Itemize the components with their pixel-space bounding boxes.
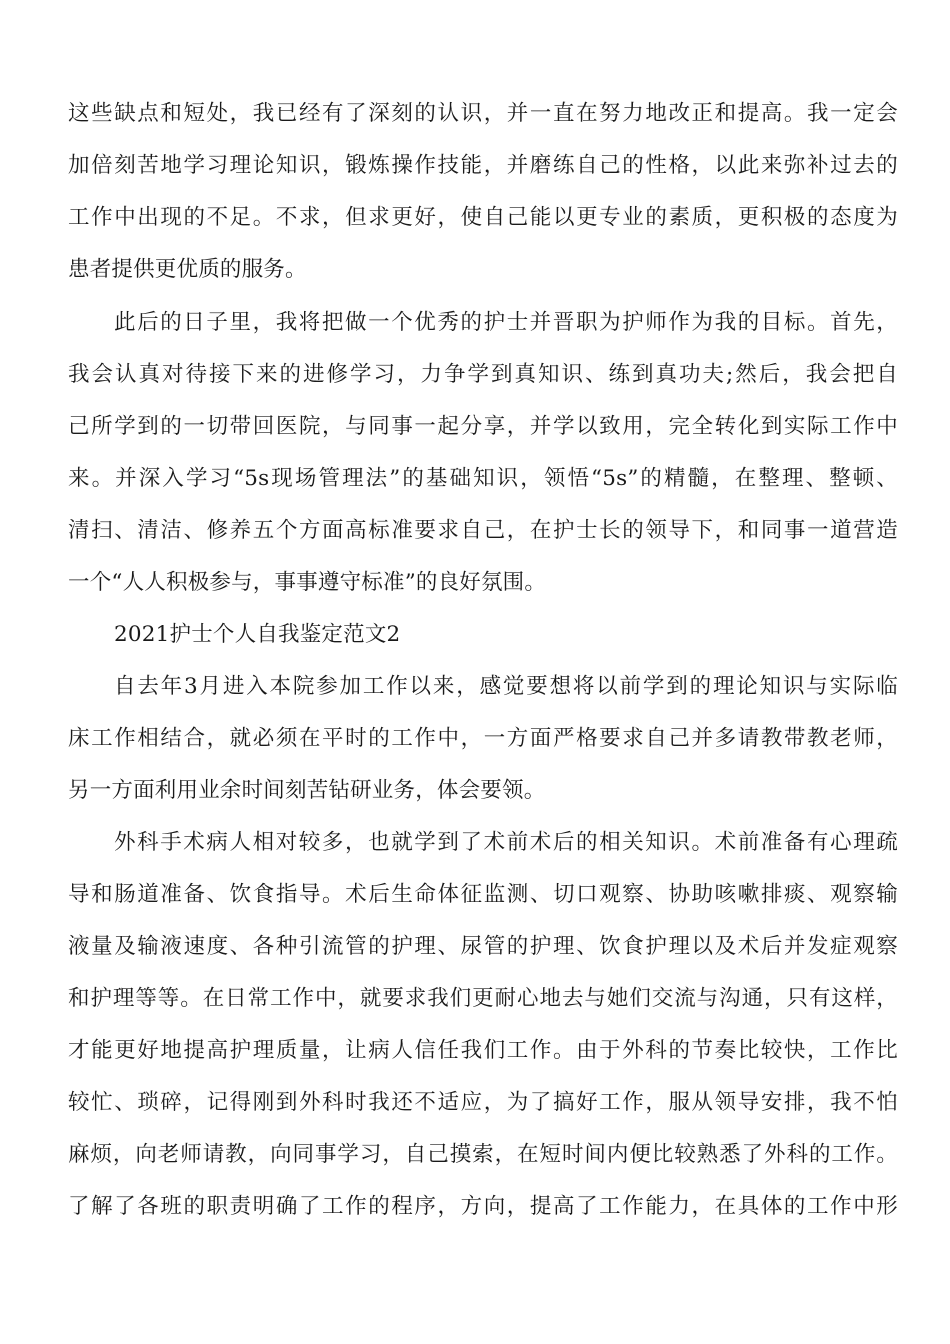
text-line: 麻烦，向老师请教，向同事学习，自己摸索，在短时间内便比较熟悉了外科的工作。 [68,1142,898,1167]
text-line: 了解了各班的职责明确了工作的程序，方向，提高了工作能力，在具体的工作中形 [68,1194,898,1219]
text-line: 患者提供更优质的服务。 [68,257,307,282]
text-line: 工作中出现的不足。不求，但求更好，使自己能以更专业的素质，更积极的态度为 [68,205,898,230]
text-line: 一个“人人积极参与，事事遵守标准”的良好氛围。 [68,570,547,595]
text-line: 另一方面利用业余时间刻苦钻研业务，体会要领。 [68,778,546,803]
text-line: 我会认真对待接下来的进修学习，力争学到真知识、练到真功夫;然后，我会把自 [68,362,898,387]
text-line: 加倍刻苦地学习理论知识，锻炼操作技能，并磨练自己的性格，以此来弥补过去的 [68,153,898,178]
text-line: 导和肠道准备、饮食指导。术后生命体征监测、切口观察、协助咳嗽排痰、观察输 [68,882,898,907]
text-line: 和护理等等。在日常工作中，就要求我们更耐心地去与她们交流与沟通，只有这样， [68,986,898,1011]
text-line: 液量及输液速度、各种引流管的护理、尿管的护理、饮食护理以及术后并发症观察 [68,934,898,959]
text-line: 床工作相结合，就必须在平时的工作中，一方面严格要求自己并多请教带教老师， [68,726,898,751]
text-line: 此后的日子里，我将把做一个优秀的护士并晋职为护师作为我的目标。首先， [114,310,898,335]
text-line: 清扫、清洁、修养五个方面高标准要求自己，在护士长的领导下，和同事一道营造 [68,518,898,543]
text-line: 这些缺点和短处，我已经有了深刻的认识，并一直在努力地改正和提高。我一定会 [68,101,898,126]
section-heading: 2021护士个人自我鉴定范文2 [114,622,401,647]
text-line: 来。并深入学习“5s现场管理法”的基础知识，领悟“5s”的精髓，在整理、整顿、 [68,466,898,491]
text-line: 自去年3月进入本院参加工作以来，感觉要想将以前学到的理论知识与实际临 [114,674,898,699]
text-line: 己所学到的一切带回医院，与同事一起分享，并学以致用，完全转化到实际工作中 [68,414,898,439]
text-line: 较忙、琐碎，记得刚到外科时我还不适应，为了搞好工作，服从领导安排，我不怕 [68,1090,898,1115]
text-line: 外科手术病人相对较多，也就学到了术前术后的相关知识。术前准备有心理疏 [114,830,898,855]
text-line: 才能更好地提高护理质量，让病人信任我们工作。由于外科的节奏比较快，工作比 [68,1038,898,1063]
